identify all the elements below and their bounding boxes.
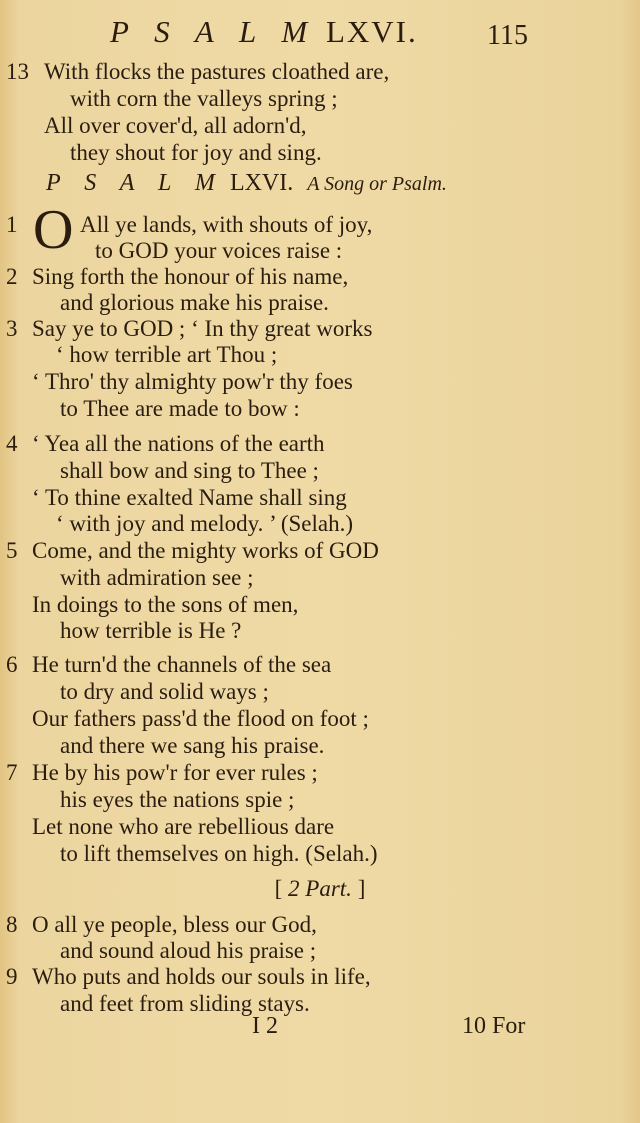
part-label: 2 Part. <box>288 876 352 901</box>
verse-text: with admiration see ; <box>60 565 254 590</box>
section-psalm-number: LXVI. <box>229 170 294 196</box>
verse-line <box>0 430 640 457</box>
verse-number: 7 <box>6 760 18 785</box>
verse-line <box>0 840 640 867</box>
section-heading <box>46 170 606 197</box>
verse-line <box>0 341 640 368</box>
part-heading <box>0 876 640 902</box>
verse-text: ‘ with joy and melody. ’ (Selah.) <box>56 511 354 536</box>
verse-text: Our fathers pass'd the flood on foot ; <box>32 706 369 731</box>
verse-text: In doings to the sons of men, <box>32 592 299 617</box>
verse-number: 6 <box>6 652 18 677</box>
verse-text: Sing forth the honour of his name, <box>32 264 349 289</box>
verse-text: and there we sang his praise. <box>60 733 325 758</box>
verse-line <box>0 211 640 238</box>
verse-number: 3 <box>6 316 18 341</box>
verse-text: and glorious make his praise. <box>60 290 329 315</box>
verse-line <box>0 537 640 564</box>
verse-line <box>0 484 640 511</box>
verse-text: Come, and the mighty works of GOD <box>32 538 379 563</box>
verse-line <box>0 678 640 705</box>
continuation-line <box>0 112 640 139</box>
verse-number: 13 <box>6 59 29 84</box>
verse-number: 5 <box>6 538 18 563</box>
verse-text: with corn the valleys spring ; <box>70 86 338 111</box>
verse-text: He turn'd the channels of the sea <box>32 652 332 677</box>
verse-text: to GOD your voices raise : <box>95 238 343 263</box>
verse-text: O all ye people, bless our God, <box>32 912 317 937</box>
verse-line <box>0 963 640 990</box>
verse-number: 9 <box>6 964 18 989</box>
continuation-line <box>0 139 640 166</box>
part-bracket-close: ] <box>357 876 366 901</box>
page-number: 115 <box>487 20 528 51</box>
verse-line <box>0 732 640 759</box>
verse-line <box>0 237 640 264</box>
verse-text: and feet from sliding stays. <box>60 991 310 1016</box>
verse-line <box>0 395 640 422</box>
verse-text: his eyes the nations spie ; <box>60 787 295 812</box>
verse-text: With flocks the pastures cloathed are, <box>44 59 390 84</box>
section-subtitle: A Song or Psalm. <box>307 173 447 195</box>
verse-text: He by his pow'r for ever rules ; <box>32 760 318 785</box>
verse-line <box>0 813 640 840</box>
verse-text: ‘ how terrible art Thou ; <box>56 342 278 367</box>
verse-text: to lift themselves on high. (Selah.) <box>60 841 378 866</box>
verse-line <box>0 759 640 786</box>
verse-line <box>0 937 640 964</box>
page-header <box>0 14 640 54</box>
verse-text: to Thee are made to bow : <box>60 396 300 421</box>
verse-line <box>0 786 640 813</box>
page-footer <box>0 1013 640 1043</box>
verse-line <box>0 263 640 290</box>
part-bracket-open: [ <box>274 876 283 901</box>
verse-text: Who puts and holds our souls in life, <box>32 964 371 989</box>
verse-text: and sound aloud his praise ; <box>60 938 317 963</box>
verse-text: Say ye to GOD ; ‘ In thy great works <box>32 316 373 341</box>
verse-text: they shout for joy and sing. <box>70 140 322 165</box>
catchword: 10 For <box>462 1013 526 1039</box>
running-title-number: LXVI. <box>325 14 418 49</box>
verse-text: shall bow and sing to Thee ; <box>60 458 319 483</box>
verse-text: Let none who are rebellious dare <box>32 814 335 839</box>
verse-line <box>0 510 640 537</box>
verse-text: to dry and solid ways ; <box>60 679 269 704</box>
verse-text: how terrible is He ? <box>60 618 242 643</box>
verse-line <box>0 564 640 591</box>
verse-line <box>0 617 640 644</box>
running-title <box>110 14 418 50</box>
verse-number: 4 <box>6 431 18 456</box>
verse-text: All over cover'd, all adorn'd, <box>44 113 307 138</box>
running-title-psalm-word: P S A L M <box>110 14 317 49</box>
signature-mark: I 2 <box>252 1013 278 1039</box>
drop-cap: O <box>33 199 74 261</box>
verse-line <box>0 368 640 395</box>
verse-line <box>0 315 640 342</box>
verse-number: 1 <box>6 212 18 237</box>
verse-line <box>0 651 640 678</box>
verse-line <box>0 911 640 938</box>
verse-line <box>0 457 640 484</box>
continuation-line <box>0 85 640 112</box>
verse-text: ‘ To thine exalted Name shall sing <box>32 485 347 510</box>
verse-text: ‘ Yea all the nations of the earth <box>32 431 325 456</box>
verse-text: All ye lands, with shouts of joy, <box>80 212 373 237</box>
continuation-line <box>0 58 640 85</box>
verse-text: ‘ Thro' thy almighty pow'r thy foes <box>32 369 353 394</box>
verse-line <box>0 591 640 618</box>
verse-line <box>0 705 640 732</box>
verse-number: 8 <box>6 912 18 937</box>
section-psalm-word: P S A L M <box>46 170 224 196</box>
verse-number: 2 <box>6 264 18 289</box>
verse-line <box>0 289 640 316</box>
